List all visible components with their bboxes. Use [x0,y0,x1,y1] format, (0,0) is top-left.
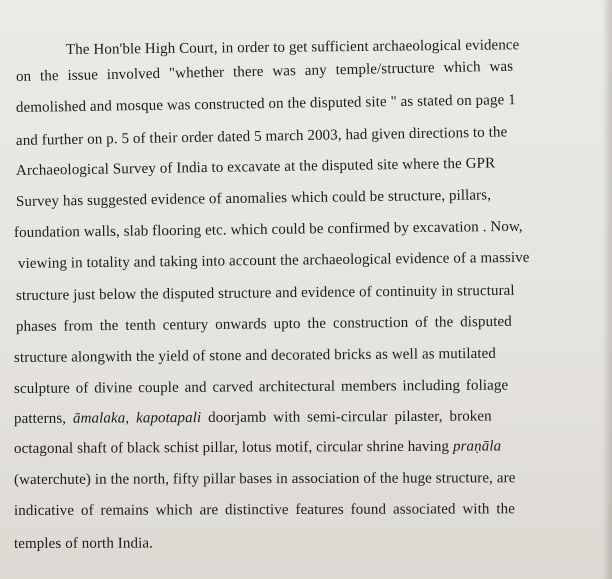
text-line-10: phases from the tenth century onwards upto the construction of the disputed [15,313,512,335]
text-line-13 [14,408,492,428]
term-pranala: praṇāla [452,438,502,455]
term-amalaka: āmalaka, [72,410,130,427]
text-line-11: structure alongwith the yield of stone and decorated bricks as well as mutilated [13,345,497,366]
text-line-16: indicative of remains which are distinctive features found associated with the [13,501,516,519]
text-line-14 [14,438,501,458]
text-line-15 [14,470,516,489]
text-line-7: foundation walls, slab flooring etc. which could be confirmed by excavation . Now, [13,218,523,241]
text-line-15-lead: (waterchute) [13,471,92,488]
text-line-17: temples of north India. [13,535,153,552]
text-line-13-lead: patterns, [13,410,67,427]
text-line-2: on the issue involved "whether there was any temple/structure which was [15,58,514,85]
text-line-9: structure just below the disputed structure and evidence of continuity in structural [15,282,515,304]
text-line-6: Survey has suggested evidence of anomalies which could be structure, pillars, [15,187,492,210]
text-line-3: demolished and mosque was constructed on the disputed site " as stated on page 1 [15,92,516,116]
text-line-8: viewing in totality and taking into account the archaeological evidence of a massive [17,249,530,272]
term-kapotapali: kapotapali [136,410,202,427]
text-line-13-rest: doorjamb with semi-circular pilaster, broken [208,408,492,426]
text-line-4: and further on p. 5 of their order dated 5 march 2003, had given directions to the [15,124,508,149]
text-line-15-rest: in the north, fifty pillar bases in association of the huge structure, are [94,470,516,488]
text-line-1: The Hon'ble High Court, in order to get sufficient archaeological evidence [65,37,520,58]
text-line-14-main: octagonal shaft of black schist pillar, lotus motif, circular shrine having [13,438,450,457]
text-line-12: sculpture of divine couple and carved architectural members including foliage [13,377,509,397]
text-line-5: Archaeological Survey of India to excavate at the disputed site where the GPR [15,155,496,179]
